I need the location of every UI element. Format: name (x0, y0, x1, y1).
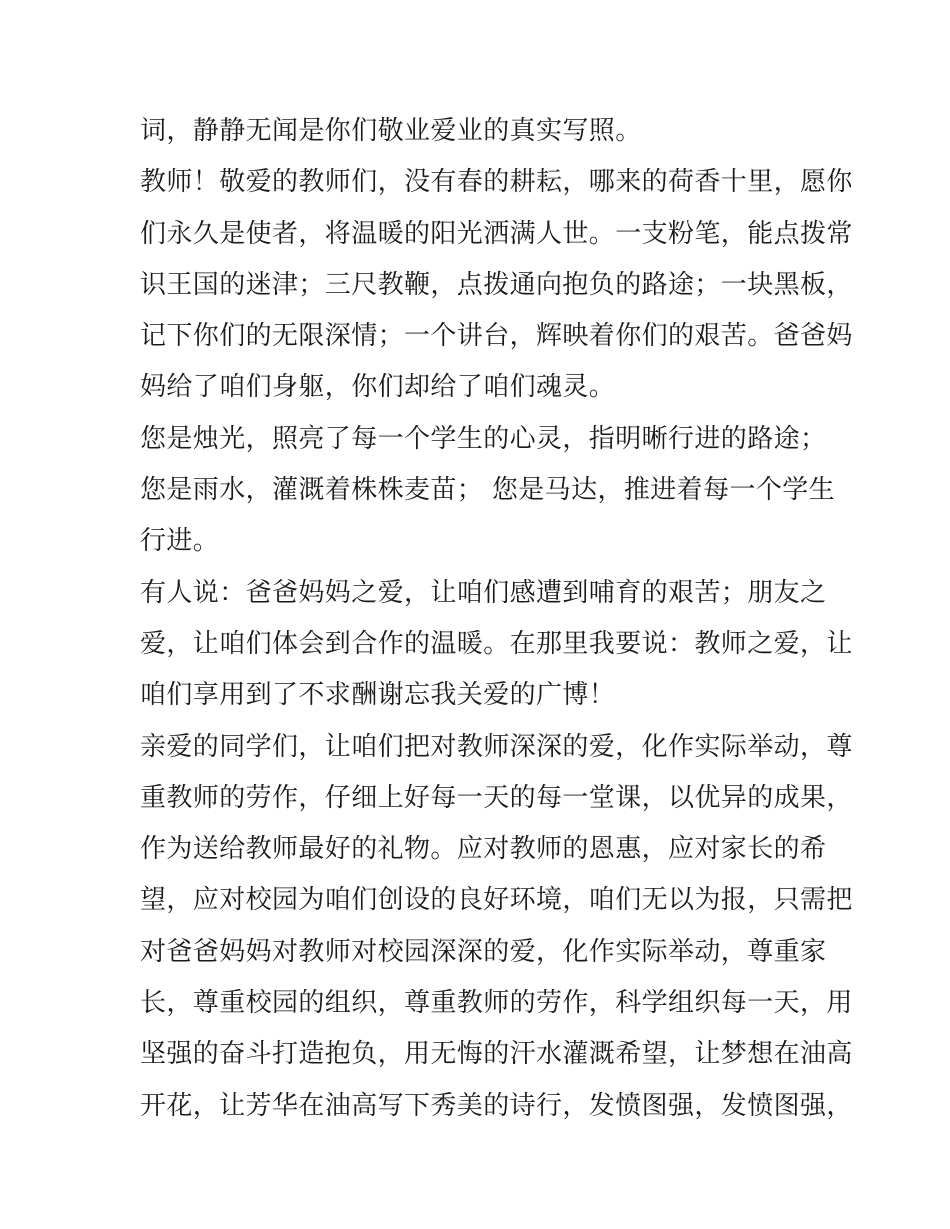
text-line: 重教师的劳作，仔细上好每一天的每一堂课，以优异的成果， (140, 782, 853, 813)
text-line: 们永久是使者，将温暖的阳光洒满人世。一支粉笔，能点拨常 (140, 218, 853, 249)
text-line: 对爸爸妈妈对教师对校园深深的爱，化作实际举动，尊重家 (140, 936, 827, 967)
text-line: 妈给了咱们身躯，你们却给了咱们魂灵。 (140, 372, 616, 403)
text-line: 作为送给教师最好的礼物。应对教师的恩惠，应对家长的希 (140, 834, 827, 865)
text-line: 行进。 (140, 526, 220, 557)
text-line: 望，应对校园为咱们创设的良好环境，咱们无以为报，只需把 (140, 885, 853, 916)
text-line: 词，静静无闻是你们敬业爱业的真实写照。 (140, 116, 642, 146)
text-line: 开花，让芳华在油高写下秀美的诗行，发愤图强，发愤图强， (140, 1090, 853, 1121)
text-line: 长，尊重校园的组织，尊重教师的劳作，科学组织每一天，用 (140, 988, 853, 1019)
text-line: 记下你们的无限深情；一个讲台，辉映着你们的艰苦。爸爸妈 (140, 321, 853, 352)
text-line: 爱，让咱们体会到合作的温暖。在那里我要说：教师之爱，让 (140, 628, 853, 659)
text-line: 咱们享用到了不求酬谢忘我关爱的广博！ (140, 680, 616, 711)
text-line: 您是烛光，照亮了每一个学生的心灵，指明晰行进的路途； (140, 423, 827, 454)
text-line: 亲爱的同学们，让咱们把对教师深深的爱，化作实际举动，尊 (140, 731, 853, 762)
body-text (140, 106, 853, 1132)
text-line: 识王国的迷津；三尺教鞭，点拨通向抱负的路途；一块黑板， (140, 269, 853, 300)
text-line: 您是雨水，灌溉着株株麦苗； 您是马达，推进着每一个学生 (140, 475, 836, 506)
text-line: 坚强的奋斗打造抱负，用无悔的汗水灌溉希望，让梦想在油高 (140, 1039, 853, 1070)
text-line: 有人说：爸爸妈妈之爱，让咱们感遭到哺育的艰苦；朋友之 (140, 577, 827, 608)
text-line: 教师！敬爱的教师们，没有春的耕耘，哪来的荷香十里，愿你 (140, 167, 853, 198)
